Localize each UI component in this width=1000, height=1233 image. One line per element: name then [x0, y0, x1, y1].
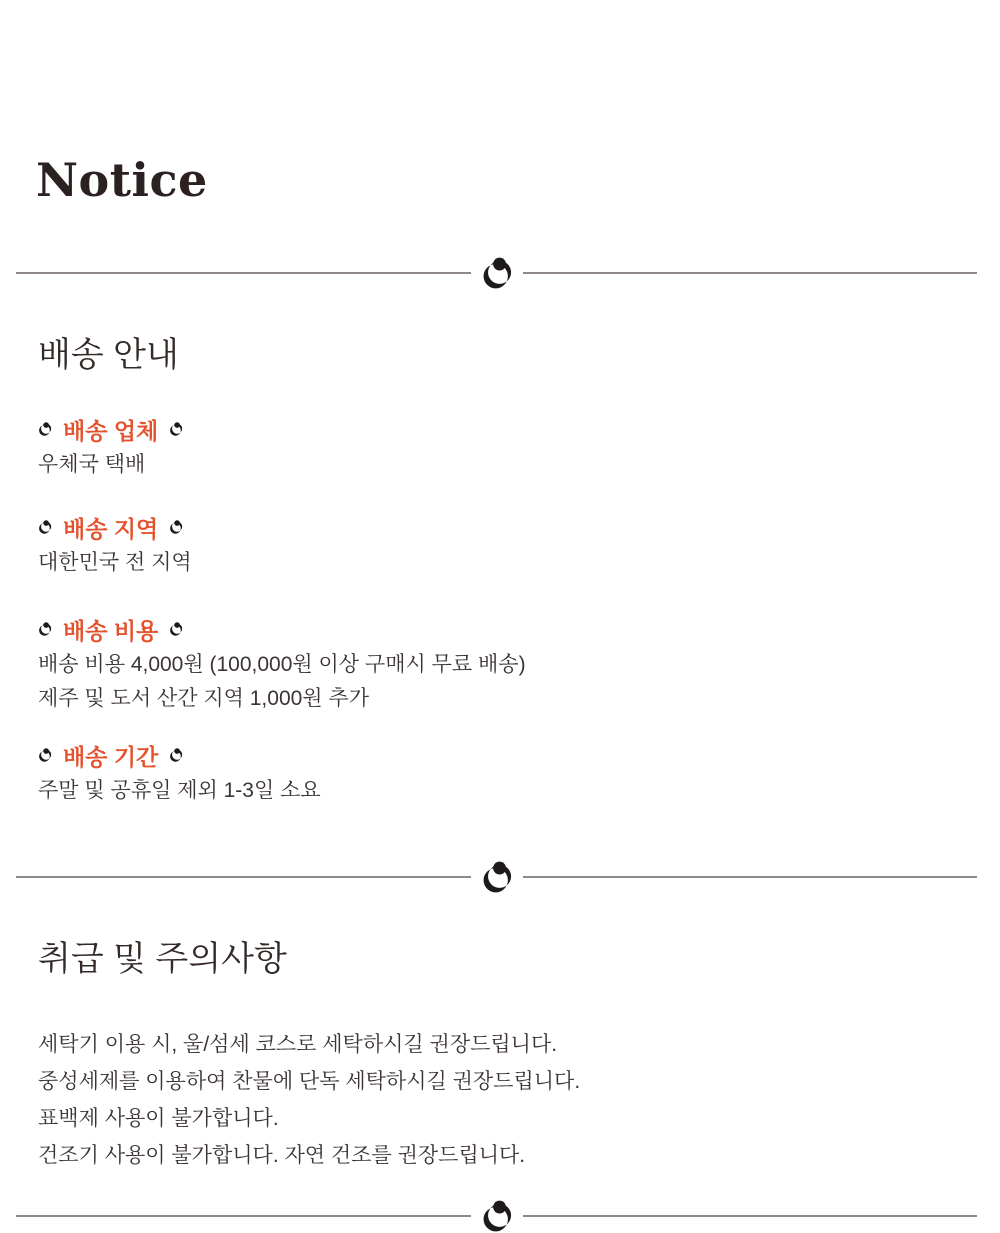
shipping-item-carrier: [38, 414, 1000, 482]
care-line: 중성세제를 이용하여 찬물에 단독 세탁하시길 권장드립니다.: [38, 1070, 581, 1093]
taegeuk-comma-icon: [169, 622, 183, 636]
shipping-item-period: [38, 740, 1000, 808]
shipping-item-label: 배송 업체: [63, 417, 159, 444]
shipping-item-label-row: [38, 740, 1000, 770]
taegeuk-comma-icon: [481, 257, 513, 289]
shipping-heading: 배송 안내: [38, 336, 179, 374]
shipping-item-label-row: [38, 512, 1000, 542]
shipping-item-text: 우체국 택배: [38, 453, 146, 476]
shipping-item-text: 배송 비용 4,000원 (100,000원 이상 구매시 무료 배송): [38, 653, 526, 676]
care-line: 표백제 사용이 불가합니다.: [38, 1107, 279, 1130]
divider-line: [523, 1215, 978, 1217]
divider-bottom: [16, 1199, 977, 1233]
taegeuk-comma-icon: [169, 748, 183, 762]
care-paragraph: [38, 1026, 1000, 1174]
care-section: [38, 936, 1000, 1174]
divider-line: [16, 1215, 471, 1217]
shipping-item-label: 배송 비용: [63, 617, 159, 644]
shipping-item-label-row: [38, 614, 1000, 644]
divider-line: [523, 876, 978, 878]
divider-top: [16, 256, 977, 290]
divider-line: [16, 272, 471, 274]
shipping-item-label: 배송 지역: [63, 515, 159, 542]
care-line: 건조기 사용이 불가합니다. 자연 건조를 권장드립니다.: [38, 1144, 526, 1167]
taegeuk-comma-icon: [38, 520, 52, 534]
divider-line: [523, 272, 978, 274]
shipping-item-text: 주말 및 공휴일 제외 1-3일 소요: [38, 779, 321, 802]
shipping-item-region: [38, 512, 1000, 580]
taegeuk-comma-icon: [38, 422, 52, 436]
shipping-item-text: 대한민국 전 지역: [38, 551, 192, 574]
divider-middle: [16, 860, 977, 894]
shipping-item-cost: [38, 614, 1000, 716]
shipping-item-label: 배송 기간: [63, 743, 159, 770]
shipping-item-label-row: [38, 414, 1000, 444]
divider-line: [16, 876, 471, 878]
taegeuk-comma-icon: [481, 861, 513, 893]
care-line: 세탁기 이용 시, 울/섬세 코스로 세탁하시길 권장드립니다.: [38, 1033, 558, 1056]
taegeuk-comma-icon: [481, 1200, 513, 1232]
page-title: Notice: [36, 153, 208, 207]
shipping-items: [38, 414, 1000, 808]
taegeuk-comma-icon: [38, 622, 52, 636]
taegeuk-comma-icon: [38, 748, 52, 762]
care-heading: 취급 및 주의사항: [38, 940, 287, 978]
shipping-item-text: 제주 및 도서 산간 지역 1,000원 추가: [38, 687, 369, 710]
shipping-section: [38, 332, 1000, 808]
taegeuk-comma-icon: [169, 422, 183, 436]
taegeuk-comma-icon: [169, 520, 183, 534]
